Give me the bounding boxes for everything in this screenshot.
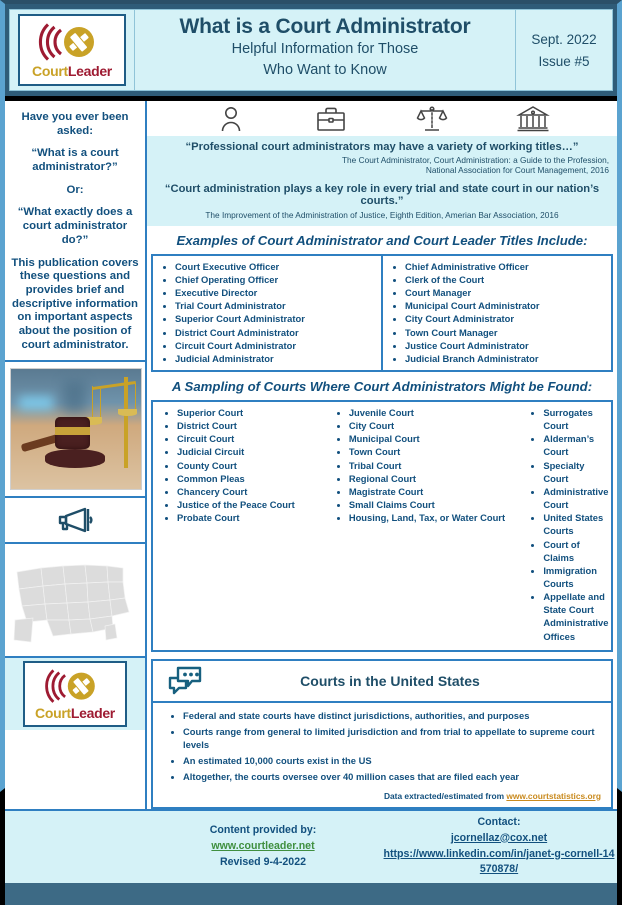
titles-section-heading: Examples of Court Administrator and Court Leader Titles Include: <box>147 226 617 254</box>
quote-1-attribution <box>155 155 609 176</box>
footer-content-block <box>145 811 381 883</box>
list-item: • Surrogates Court <box>543 406 609 432</box>
list-item: • United States Courts <box>543 511 609 537</box>
linkedin-link[interactable]: https://www.linkedin.com/in/janet-g-cornell-14570878/ <box>383 847 615 876</box>
list-item: • Regional Court <box>349 472 522 485</box>
list-item: • Juvenile Court <box>349 406 522 419</box>
list-item: • Altogether, the courts oversee over 40 million cases that are filed each year <box>183 770 601 783</box>
us-courts-header <box>151 659 613 703</box>
data-source-prefix: Data extracted/estimated from <box>383 790 507 801</box>
list-item: • Court of Claims <box>543 538 609 564</box>
list-item: • Superior Court <box>177 406 327 419</box>
logo-wordmark <box>35 706 115 720</box>
titles-column-2 <box>383 256 611 370</box>
titles-section-box <box>151 254 613 372</box>
courts-section-heading: A Sampling of Courts Where Court Administrators Might be Found: <box>147 372 617 400</box>
list-item: • Federal and state courts have distinct jurisdictions, authorities, and purposes <box>183 709 601 722</box>
list-item: • City Court <box>349 419 522 432</box>
list-item: • Specialty Court <box>543 459 609 485</box>
quote-1-attribution-line1: The Court Administrator, Court Administration: a Guide to the Profession, <box>341 155 609 165</box>
logo-word-leader: Leader <box>67 62 112 79</box>
list-item: • City Court Administrator <box>405 312 609 325</box>
courtstatistics-link[interactable]: www.courtstatistics.org <box>506 790 601 801</box>
list-item: • Magistrate Court <box>349 485 522 498</box>
courts-column-3 <box>521 406 609 643</box>
header-logo[interactable] <box>10 10 135 90</box>
sidebar <box>5 101 147 809</box>
list-item: • Small Claims Court <box>349 498 522 511</box>
courts-section-box <box>151 400 613 652</box>
sidebar-para-3: Or: <box>66 183 84 196</box>
list-item: • Judicial Branch Administrator <box>405 352 609 365</box>
speech-bubble-icon <box>166 665 204 697</box>
footer <box>5 809 617 883</box>
gavel-circle-logo-icon <box>46 669 104 705</box>
list-item: • Chancery Court <box>177 485 327 498</box>
list-item: • Town Court <box>349 445 522 458</box>
list-item: • An estimated 10,000 courts exist in the US <box>183 754 601 767</box>
footer-contact-label: Contact: <box>477 815 521 828</box>
list-item: • Court Manager <box>405 286 609 299</box>
footer-revised-date: Revised 9-4-2022 <box>220 855 306 868</box>
list-item: • County Court <box>177 459 327 472</box>
list-item: • District Court Administrator <box>175 326 379 339</box>
gavel-and-scales-photo <box>10 368 142 490</box>
sidebar-para-5: This publication covers these questions and provides brief and descriptive information on important aspects about the position of court administrator. <box>11 256 139 351</box>
list-item: • Tribal Court <box>349 459 522 472</box>
scales-of-justice-icon <box>416 104 448 134</box>
list-item: • District Court <box>177 419 327 432</box>
issue-info <box>515 10 612 90</box>
list-item: • Judicial Administrator <box>175 352 379 365</box>
courthouse-icon <box>517 104 549 134</box>
list-item: • Town Court Manager <box>405 326 609 339</box>
footer-logo-word-court: Court <box>35 704 71 721</box>
list-item: • Court Executive Officer <box>175 260 379 273</box>
logo-wordmark <box>32 64 112 78</box>
sidebar-para-2: “What is a court administrator?” <box>31 147 119 174</box>
list-item: • Chief Administrative Officer <box>405 260 609 273</box>
list-item: • Executive Director <box>175 286 379 299</box>
list-item: • Municipal Court Administrator <box>405 299 609 312</box>
list-item: • Justice Court Administrator <box>405 339 609 352</box>
footer-contact-block <box>381 811 617 883</box>
main-content <box>147 101 617 809</box>
masthead-title-block <box>135 10 515 90</box>
megaphone-icon <box>52 505 98 535</box>
list-item: • Alderman’s Court <box>543 432 609 458</box>
sidebar-intro-text <box>5 101 145 360</box>
us-courts-heading: Courts in the United States <box>300 672 480 689</box>
list-item: • Judicial Circuit <box>177 445 327 458</box>
quote-2-attribution: The Improvement of the Administration of Justice, Eighth Edition, Amerian Bar Association, 2016 <box>205 209 559 220</box>
list-item: • Trial Court Administrator <box>175 299 379 312</box>
icon-strip <box>147 101 617 136</box>
us-states-map-icon <box>11 554 139 646</box>
quote-1-attribution-line2: National Association for Court Management, 2016 <box>425 165 609 176</box>
list-item: • Immigration Courts <box>543 564 609 590</box>
megaphone-container <box>5 496 145 544</box>
courts-column-1 <box>155 406 327 643</box>
us-courts-bullets <box>159 709 605 784</box>
list-item: • Circuit Court <box>177 432 327 445</box>
data-source-note <box>159 787 605 804</box>
page-subtitle-line2: Who Want to Know <box>263 61 387 78</box>
page-subtitle-line1: Helpful Information for Those <box>231 41 419 58</box>
issue-number: Issue #5 <box>538 53 590 69</box>
person-icon <box>216 104 246 134</box>
titles-column-1 <box>153 256 383 370</box>
sidebar-para-4: “What exactly does a court administrator do?” <box>17 206 133 246</box>
list-item: • Appellate and State Court Administrative Offices <box>543 590 609 643</box>
list-item: • Chief Operating Officer <box>175 273 379 286</box>
list-item: • Circuit Court Administrator <box>175 339 379 352</box>
list-item: • Common Pleas <box>177 472 327 485</box>
footer-logo-word-leader: Leader <box>70 704 115 721</box>
list-item: • Administrative Court <box>543 485 609 511</box>
email-link[interactable]: jcornellaz@cox.net <box>450 831 548 844</box>
sidebar-para-1: Have you ever been asked: <box>21 111 129 137</box>
list-item: • Clerk of the Court <box>405 273 609 286</box>
gavel-photo-container <box>5 360 145 496</box>
us-courts-body <box>151 703 613 809</box>
courts-column-2 <box>327 406 522 643</box>
page-title: What is a Court Administrator <box>179 15 471 38</box>
issue-date: Sept. 2022 <box>531 31 597 47</box>
courtleader-website-link[interactable]: www.courtleader.net <box>211 839 315 852</box>
footer-content-label: Content provided by: <box>209 823 317 836</box>
quote-1: “Professional court administrators may have a variety of working titles…” <box>185 141 579 153</box>
list-item: • Municipal Court <box>349 432 522 445</box>
masthead <box>5 4 617 96</box>
quotes-block <box>147 136 617 226</box>
gavel-circle-logo-icon <box>41 23 103 63</box>
list-item: • Housing, Land, Tax, or Water Court <box>349 511 522 524</box>
footer-logo[interactable] <box>5 656 145 730</box>
list-item: • Courts range from general to limited jurisdiction and from trial to appellate to supreme court levels <box>183 725 601 751</box>
us-map-container <box>5 544 145 656</box>
quote-2: “Court administration plays a key role in every trial and state court in our nation’s courts.” <box>164 182 600 207</box>
briefcase-icon <box>315 104 347 134</box>
content-area <box>5 101 617 809</box>
list-item: • Probate Court <box>177 511 327 524</box>
footer-strip <box>5 883 617 905</box>
list-item: • Justice of the Peace Court <box>177 498 327 511</box>
list-item: • Superior Court Administrator <box>175 312 379 325</box>
logo-word-court: Court <box>32 62 68 79</box>
